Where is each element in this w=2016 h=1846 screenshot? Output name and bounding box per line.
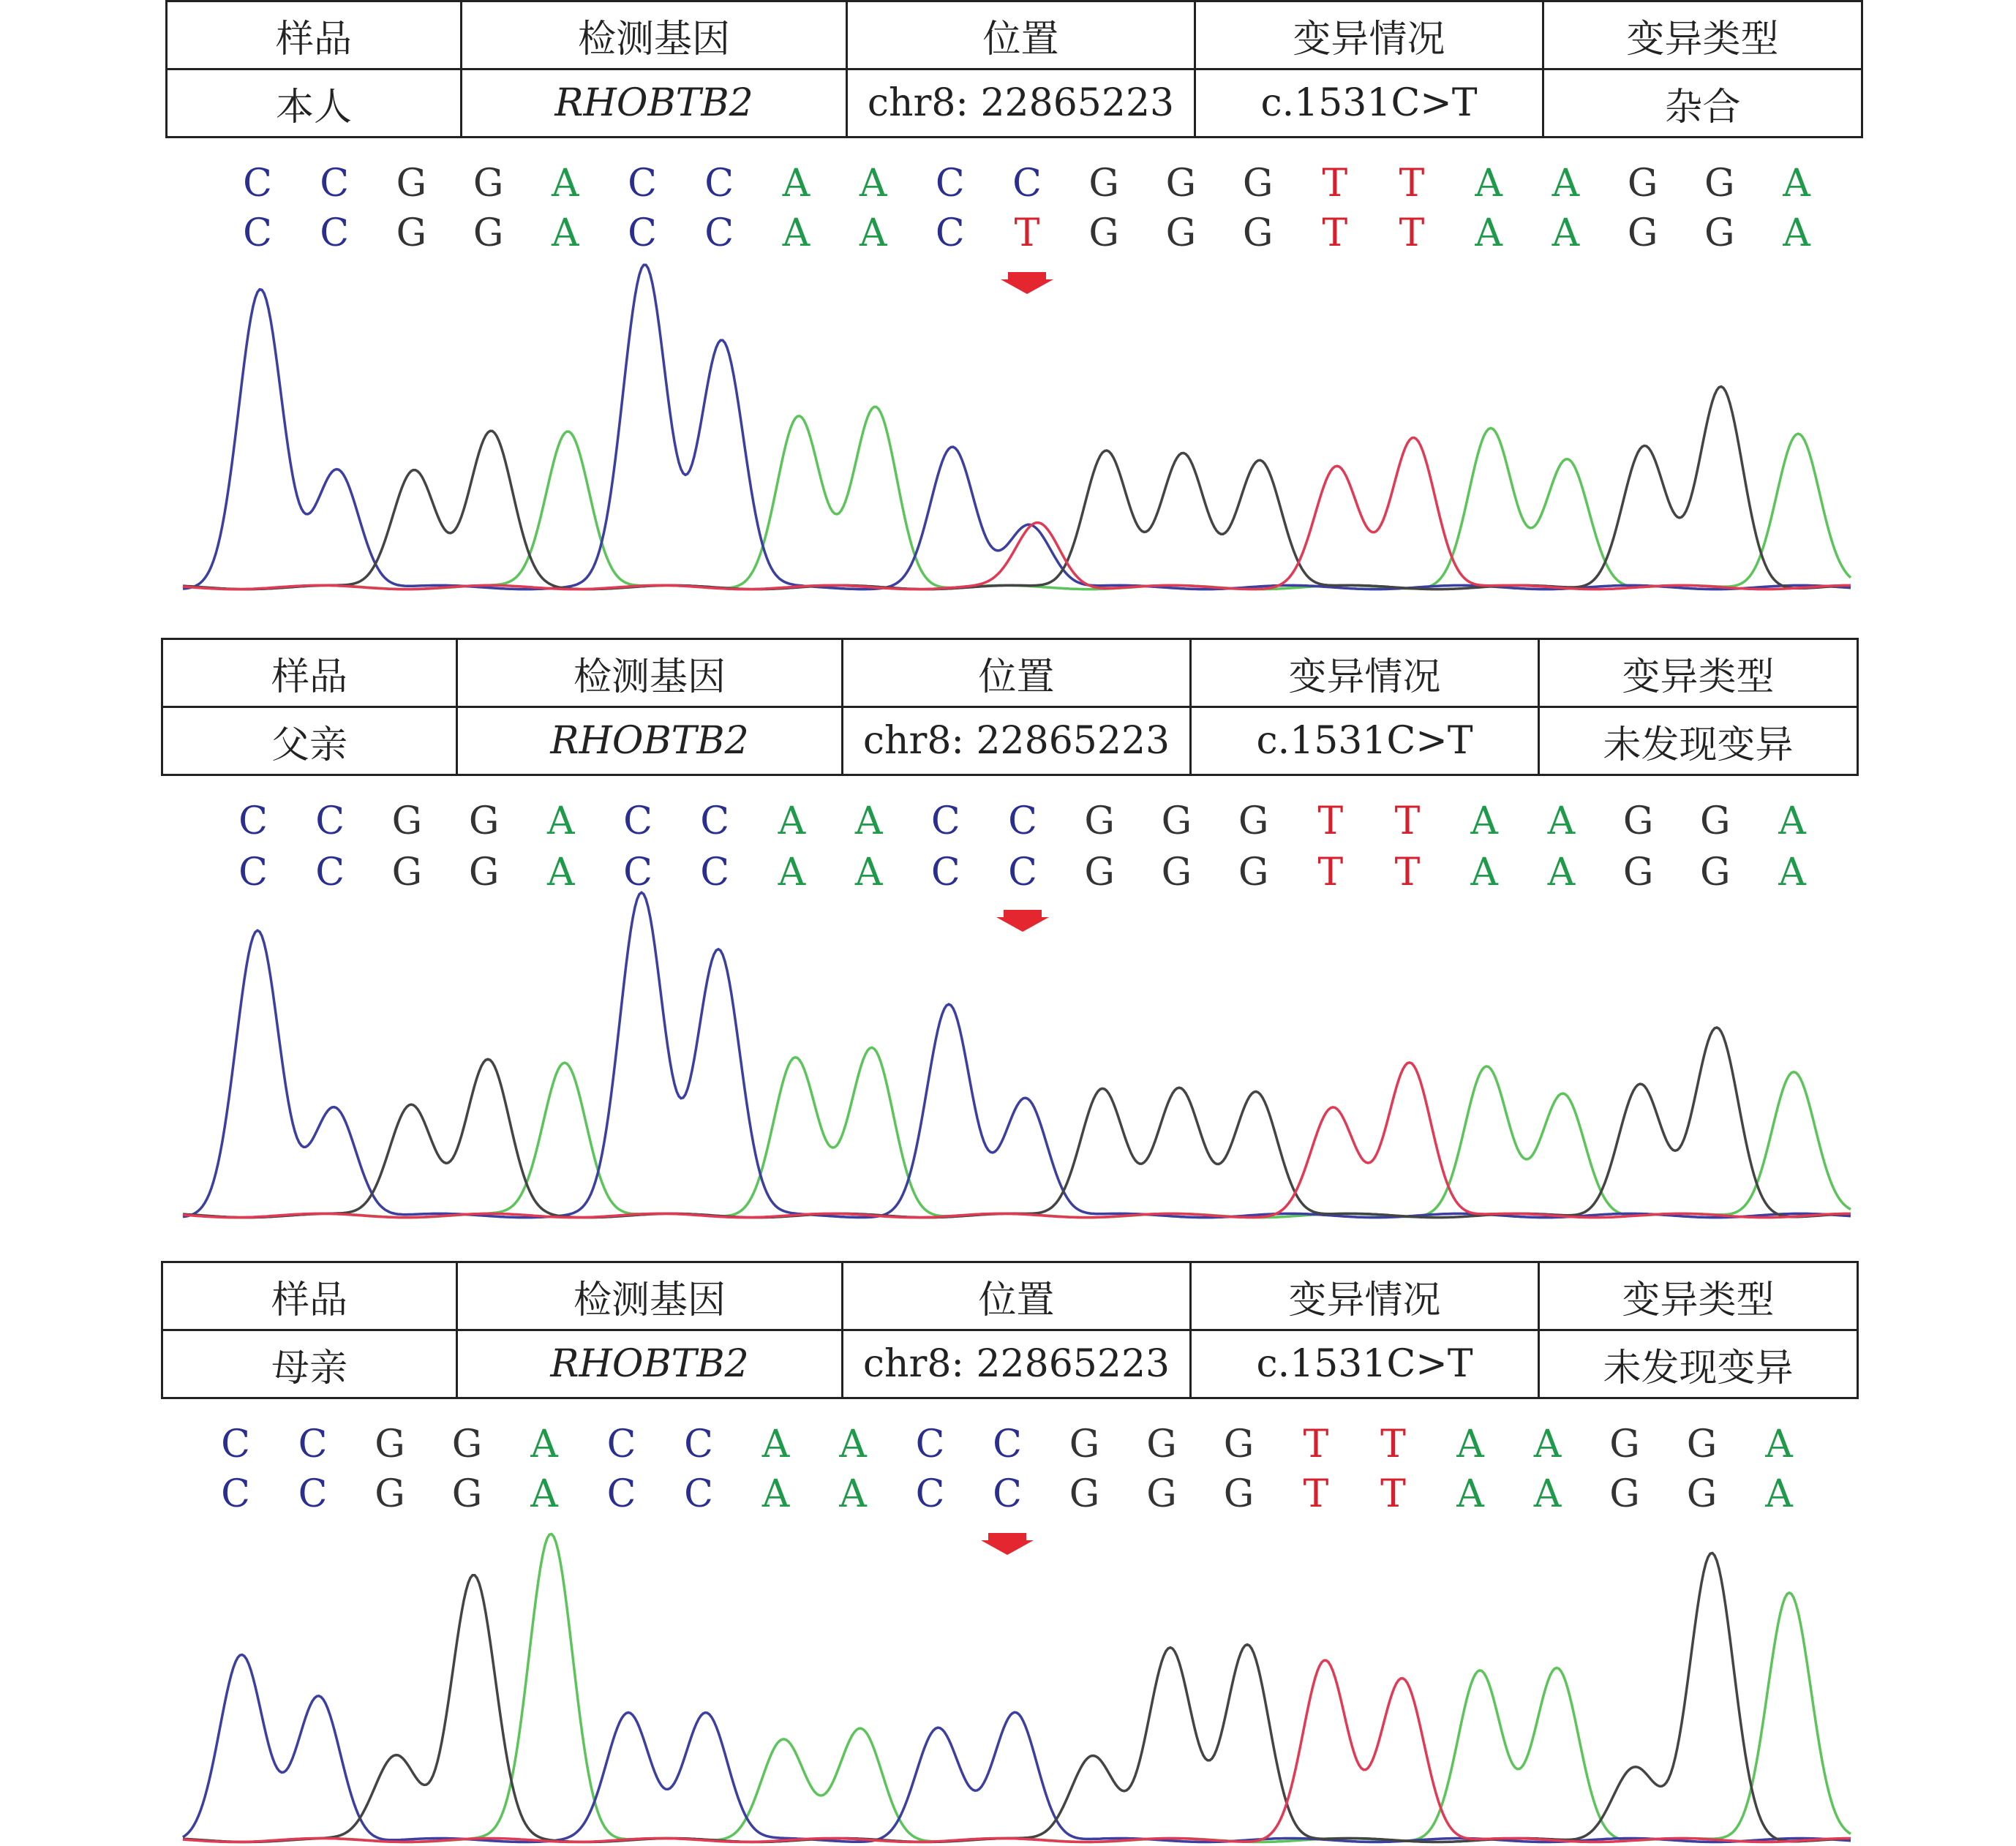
alt-base-label: G	[473, 211, 504, 255]
header-variant: 变异情况	[1191, 639, 1539, 707]
alt-base-label: G	[1165, 211, 1197, 255]
panel-mother	[0, 1261, 2016, 1846]
alt-base-label: G	[391, 851, 423, 894]
alt-base-label: A	[552, 211, 579, 255]
alt-base-label: C	[628, 211, 657, 255]
header-variant-type: 变异类型	[1543, 1, 1862, 69]
ref-base-label: G	[468, 799, 500, 843]
cell-position: chr8: 22865223	[847, 69, 1195, 137]
alt-base-label: G	[1069, 1472, 1100, 1516]
alt-base-label: C	[704, 211, 734, 255]
cell-sample: 母亲	[162, 1330, 457, 1398]
ref-base-label: C	[993, 1423, 1022, 1466]
ref-base-label: C	[623, 799, 652, 843]
cell-variant-type: 未发现变异	[1539, 707, 1858, 775]
header-variant: 变异情况	[1191, 1262, 1539, 1330]
alt-base-label: T	[1303, 1472, 1329, 1516]
panel-proband	[0, 0, 2016, 644]
alt-base-label: G	[451, 1472, 483, 1516]
alt-base-label: C	[935, 211, 965, 255]
ref-base-label: A	[854, 799, 883, 843]
cell-sample: 本人	[167, 69, 462, 137]
alt-base-label: G	[1627, 211, 1658, 255]
panel-father	[0, 638, 2016, 1261]
cell-variant-type: 未发现变异	[1539, 1330, 1858, 1398]
variant-arrow-icon	[981, 1533, 1034, 1555]
ref-base-label: A	[1475, 162, 1502, 206]
ref-base-label: C	[935, 162, 965, 206]
alt-base-label: A	[547, 851, 575, 894]
chromatogram-chart	[0, 0, 2016, 644]
ref-base-label: C	[221, 1423, 250, 1466]
ref-base-label: G	[375, 1423, 405, 1466]
alt-base-label: C	[684, 1472, 713, 1516]
trace-A-series	[183, 407, 1851, 589]
alt-base-label: G	[1704, 211, 1735, 255]
alt-base-label: C	[993, 1472, 1022, 1516]
alt-base-label: A	[761, 1472, 790, 1516]
alt-base-label: T	[1014, 211, 1040, 255]
header-position: 位置	[843, 1262, 1191, 1330]
ref-base-label: C	[243, 162, 272, 206]
ref-base-label: C	[1008, 799, 1037, 843]
alt-base-label: A	[859, 211, 887, 255]
alt-base-label: C	[298, 1472, 328, 1516]
alt-base-label: T	[1380, 1472, 1406, 1516]
ref-base-label: G	[391, 799, 423, 843]
alt-base-label: A	[782, 211, 810, 255]
alt-base-label: G	[1084, 851, 1115, 894]
alt-base-label: C	[623, 851, 652, 894]
alt-base-label: A	[839, 1472, 867, 1516]
ref-base-label: G	[1700, 799, 1731, 843]
alt-base-label: A	[1456, 1472, 1484, 1516]
alt-base-label: A	[1475, 211, 1502, 255]
ref-base-label: G	[1084, 799, 1115, 843]
trace-G-series	[183, 1553, 1851, 1842]
ref-base-label: G	[1704, 162, 1735, 206]
alt-base-label: G	[1088, 211, 1119, 255]
alt-base-label: G	[1700, 851, 1731, 894]
alt-base-label: C	[930, 851, 960, 894]
ref-base-label: C	[298, 1423, 328, 1466]
alt-base-label: C	[320, 211, 350, 255]
ref-base-label: T	[1303, 1423, 1329, 1466]
cell-gene: RHOBTB2	[457, 707, 843, 775]
ref-base-label: C	[915, 1423, 945, 1466]
alt-base-label: G	[468, 851, 500, 894]
alt-base-label: G	[396, 211, 427, 255]
ref-base-label: A	[839, 1423, 867, 1466]
ref-base-label: G	[1627, 162, 1658, 206]
cell-variant-type: 杂合	[1543, 69, 1862, 137]
header-position: 位置	[843, 639, 1191, 707]
ref-base-label: C	[628, 162, 657, 206]
ref-base-label: G	[451, 1423, 483, 1466]
alt-base-label: A	[1547, 851, 1576, 894]
header-variant-type: 变异类型	[1539, 639, 1858, 707]
trace-C-series	[183, 1655, 1851, 1842]
ref-base-label: A	[1765, 1423, 1793, 1466]
trace-C-series	[183, 892, 1851, 1217]
alt-base-label: A	[1470, 851, 1498, 894]
alt-base-label: T	[1399, 211, 1425, 255]
alt-base-label: G	[1609, 1472, 1640, 1516]
ref-base-label: C	[1012, 162, 1042, 206]
ref-base-label: T	[1322, 162, 1348, 206]
alt-base-label: G	[1223, 1472, 1255, 1516]
chromatogram-chart	[0, 638, 2016, 1261]
ref-base-label: A	[1783, 162, 1810, 206]
ref-base-label: A	[1778, 799, 1806, 843]
ref-base-label: G	[473, 162, 504, 206]
alt-base-label: G	[1242, 211, 1274, 255]
alt-base-label: G	[1146, 1472, 1177, 1516]
alt-base-label: A	[1778, 851, 1806, 894]
cell-gene: RHOBTB2	[457, 1330, 843, 1398]
alt-base-label: A	[530, 1472, 558, 1516]
ref-base-label: A	[1533, 1423, 1562, 1466]
variant-arrow-icon	[1001, 272, 1053, 294]
ref-base-label: G	[1622, 799, 1654, 843]
cell-variant: c.1531C>T	[1191, 1330, 1539, 1398]
alt-base-label: C	[238, 851, 268, 894]
ref-base-label: T	[1394, 799, 1421, 843]
cell-position: chr8: 22865223	[843, 707, 1191, 775]
alt-base-label: A	[778, 851, 806, 894]
cell-gene: RHOBTB2	[462, 69, 847, 137]
ref-base-label: G	[1609, 1423, 1640, 1466]
ref-base-label: G	[1165, 162, 1197, 206]
ref-base-label: G	[1161, 799, 1192, 843]
ref-base-label: G	[1069, 1423, 1100, 1466]
ref-base-label: A	[1456, 1423, 1484, 1466]
ref-base-label: G	[1238, 799, 1269, 843]
ref-base-label: A	[547, 799, 575, 843]
alt-base-label: T	[1317, 851, 1344, 894]
header-sample: 样品	[167, 1, 462, 69]
cell-variant: c.1531C>T	[1191, 707, 1539, 775]
ref-base-label: A	[552, 162, 579, 206]
ref-base-label: A	[761, 1423, 790, 1466]
alt-base-label: C	[243, 211, 272, 255]
alt-base-label: C	[1008, 851, 1037, 894]
ref-base-label: T	[1380, 1423, 1406, 1466]
trace-T-series	[183, 437, 1851, 589]
ref-base-label: A	[1552, 162, 1580, 206]
variant-arrow-icon	[996, 910, 1049, 932]
header-position: 位置	[847, 1, 1195, 69]
ref-base-label: A	[530, 1423, 558, 1466]
header-variant-type: 变异类型	[1539, 1262, 1858, 1330]
alt-base-label: A	[1783, 211, 1810, 255]
header-gene: 检测基因	[457, 639, 843, 707]
trace-T-series	[183, 1660, 1851, 1842]
ref-base-label: G	[396, 162, 427, 206]
alt-base-label: A	[1533, 1472, 1562, 1516]
ref-base-label: C	[704, 162, 734, 206]
alt-base-label: C	[700, 851, 730, 894]
chromatogram-chart	[0, 1261, 2016, 1846]
alt-base-label: A	[854, 851, 883, 894]
header-sample: 样品	[162, 1262, 457, 1330]
ref-base-label: T	[1317, 799, 1344, 843]
ref-base-label: G	[1223, 1423, 1255, 1466]
ref-base-label: A	[782, 162, 810, 206]
cell-sample: 父亲	[162, 707, 457, 775]
alt-base-label: T	[1394, 851, 1421, 894]
alt-base-label: G	[1238, 851, 1269, 894]
alt-base-label: A	[1552, 211, 1580, 255]
ref-base-label: T	[1399, 162, 1425, 206]
alt-base-label: A	[1765, 1472, 1793, 1516]
cell-variant: c.1531C>T	[1195, 69, 1543, 137]
ref-base-label: G	[1686, 1423, 1718, 1466]
ref-base-label: A	[1470, 799, 1498, 843]
ref-base-label: G	[1146, 1423, 1177, 1466]
ref-base-label: C	[238, 799, 268, 843]
alt-base-label: G	[1161, 851, 1192, 894]
ref-base-label: C	[315, 799, 345, 843]
alt-base-label: C	[221, 1472, 250, 1516]
ref-base-label: C	[320, 162, 350, 206]
alt-base-label: T	[1322, 211, 1348, 255]
alt-base-label: G	[1686, 1472, 1718, 1516]
ref-base-label: C	[700, 799, 730, 843]
ref-base-label: A	[1547, 799, 1576, 843]
header-variant: 变异情况	[1195, 1, 1543, 69]
header-gene: 检测基因	[462, 1, 847, 69]
alt-base-label: G	[1622, 851, 1654, 894]
trace-C-series	[183, 265, 1851, 589]
ref-base-label: A	[778, 799, 806, 843]
alt-base-label: G	[375, 1472, 405, 1516]
ref-base-label: A	[859, 162, 887, 206]
ref-base-label: C	[930, 799, 960, 843]
ref-base-label: C	[606, 1423, 636, 1466]
trace-A-series	[183, 1534, 1851, 1842]
trace-G-series	[183, 387, 1851, 589]
alt-base-label: C	[606, 1472, 636, 1516]
ref-base-label: C	[684, 1423, 713, 1466]
ref-base-label: G	[1242, 162, 1274, 206]
alt-base-label: C	[315, 851, 345, 894]
header-sample: 样品	[162, 639, 457, 707]
cell-position: chr8: 22865223	[843, 1330, 1191, 1398]
ref-base-label: G	[1088, 162, 1119, 206]
header-gene: 检测基因	[457, 1262, 843, 1330]
alt-base-label: C	[915, 1472, 945, 1516]
